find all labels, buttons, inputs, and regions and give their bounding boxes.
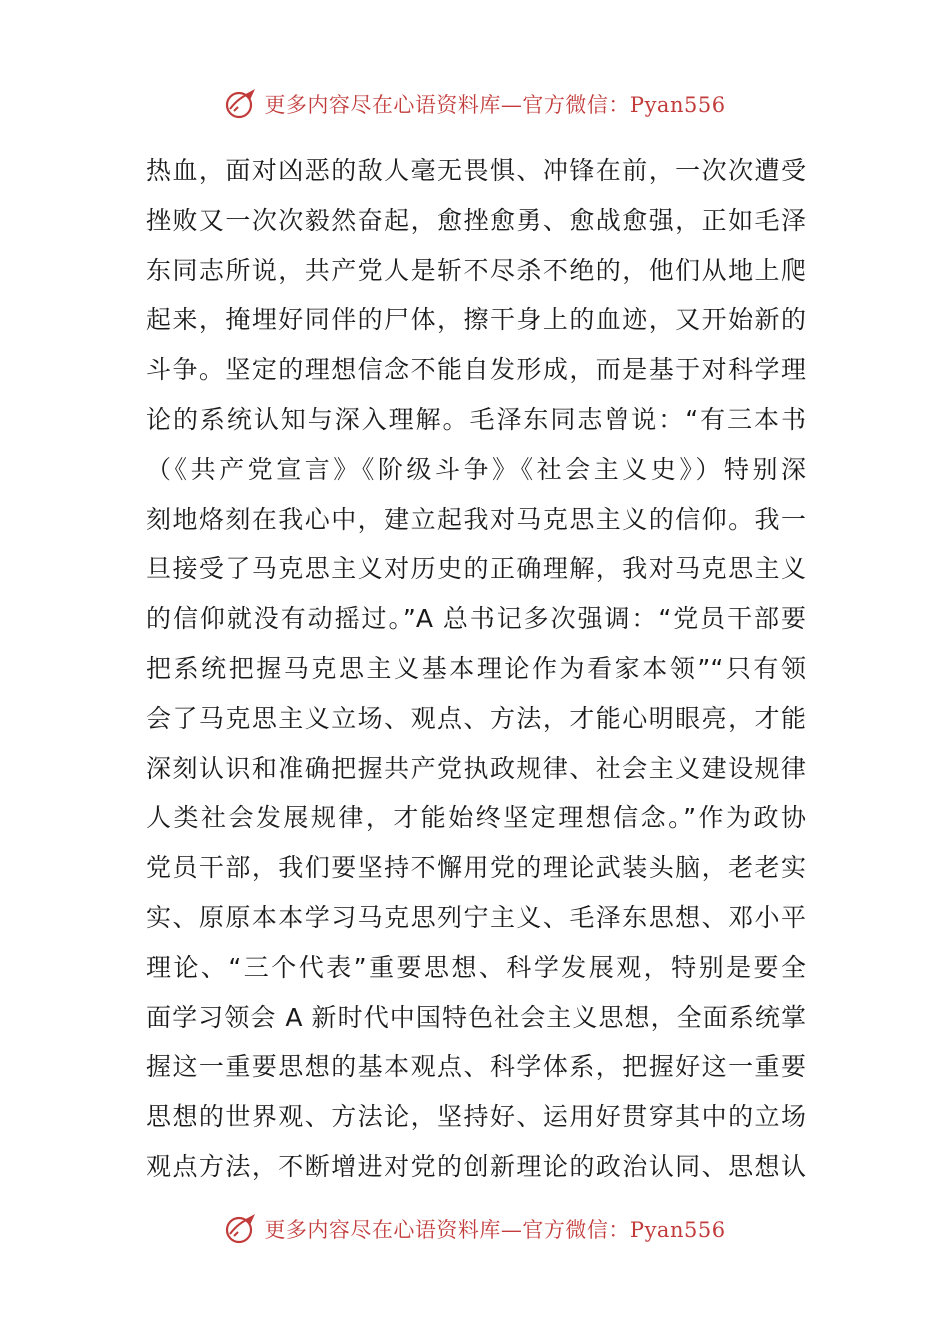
header-banner [0,84,950,124]
text-line: 党员干部，我们要坚持不懈用党的理论武装头脑，老老实 [146,853,806,883]
footer-banner [0,1209,950,1249]
text-line: 理论、“三个代表”重要思想、科学发展观，特别是要全 [146,952,806,982]
text-line: 深刻认识和准确把握共产党执政规律、社会主义建设规律 [146,753,806,783]
header-banner-text: 更多内容尽在心语资料库—官方微信：Pyan556 [264,93,726,117]
text-line: 会了马克思主义立场、观点、方法，才能心明眼亮，才能 [146,703,806,733]
pen-logo-icon [224,1212,258,1246]
text-line: 论的系统认知与深入理解。毛泽东同志曾说：“有三本书 [146,404,806,434]
text-line: 刻地烙刻在我心中，建立起我对马克思主义的信仰。我一 [146,504,806,534]
text-line: 起来，掩埋好同伴的尸体，擦干身上的血迹，又开始新的 [146,305,806,335]
pen-logo-icon [224,87,258,121]
text-line: 面学习领会 A 新时代中国特色社会主义思想，全面系统掌 [146,1002,806,1032]
footer-banner-text: 更多内容尽在心语资料库—官方微信：Pyan556 [264,1218,726,1242]
text-line: 实、原原本本学习马克思列宁主义、毛泽东思想、邓小平 [146,902,806,932]
text-line: 握这一重要思想的基本观点、科学体系，把握好这一重要 [146,1052,806,1082]
text-line: 旦接受了马克思主义对历史的正确理解，我对马克思主义 [146,554,806,584]
text-line: 的信仰就没有动摇过。”A 总书记多次强调：“党员干部要 [146,604,806,634]
text-line: 热血，面对凶恶的敌人毫无畏惧、冲锋在前，一次次遭受 [146,156,806,185]
text-line: 人类社会发展规律，才能始终坚定理想信念。”作为政协 [146,803,806,833]
text-line: 斗争。坚定的理想信念不能自发形成，而是基于对科学理 [146,355,806,385]
text-line: （《共产党宣言》《阶级斗争》《社会主义史》）特别深 [146,454,806,484]
text-line: 观点方法，不断增进对党的创新理论的政治认同、思想认 [146,1151,806,1181]
text-line: 挫败又一次次毅然奋起，愈挫愈勇、愈战愈强，正如毛泽 [146,205,806,235]
document-body [146,146,806,1192]
text-line: 东同志所说，共产党人是斩不尽杀不绝的，他们从地上爬 [146,255,806,285]
text-line: 把系统把握马克思主义基本理论作为看家本领”“只有领 [146,653,806,683]
text-line: 思想的世界观、方法论，坚持好、运用好贯穿其中的立场 [146,1102,806,1132]
